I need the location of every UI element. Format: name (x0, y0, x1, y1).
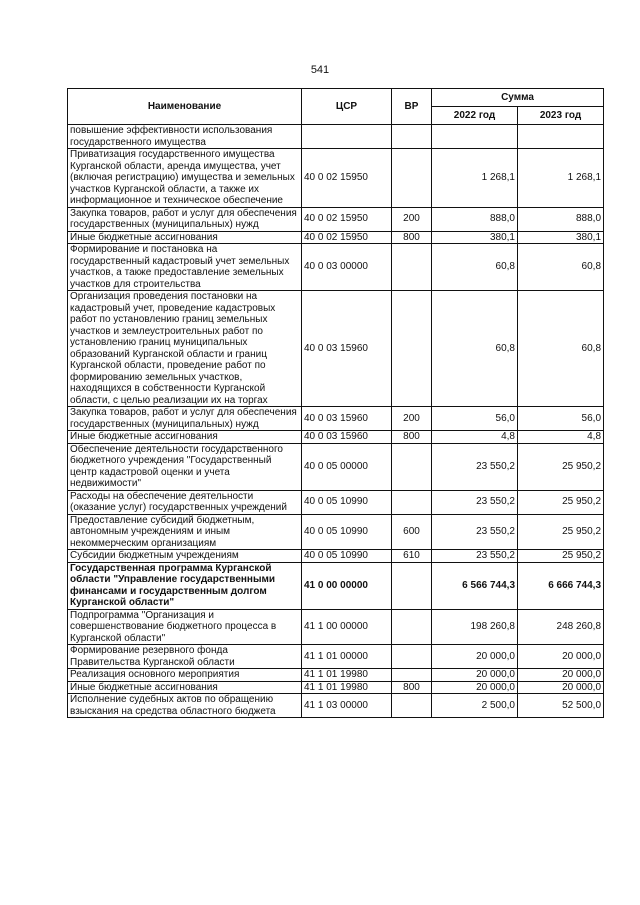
row-vr (392, 244, 432, 291)
table-row (68, 669, 604, 682)
row-csr: 40 0 05 10990 (302, 550, 392, 563)
row-sum-2022: 20 000,0 (432, 645, 518, 669)
row-name: Иные бюджетные ассигнования (68, 681, 302, 694)
row-sum-2023: 60,8 (518, 244, 604, 291)
row-sum-2023: 888,0 (518, 207, 604, 231)
row-sum-2022: 23 550,2 (432, 443, 518, 490)
table-row (68, 431, 604, 444)
row-name: Реализация основного мероприятия (68, 669, 302, 682)
row-sum-2022: 23 550,2 (432, 514, 518, 550)
row-sum-2022: 60,8 (432, 244, 518, 291)
row-vr (392, 291, 432, 407)
row-vr (392, 609, 432, 645)
header-year-2022: 2022 год (432, 107, 518, 125)
row-name: Расходы на обеспечение деятельности (оказание услуг) государственных учреждений (68, 490, 302, 514)
header-sum: Сумма (432, 89, 604, 107)
row-sum-2023 (518, 125, 604, 149)
table-row (68, 231, 604, 244)
row-name: Организация проведения постановки на кадастровый учет, проведение кадастровых работ по установлению границ земельных участков и землеустроительных работ по установлению границ муниципальных образований Курганской области и границ Курганской области, проведение работ по формированию земельных участков, находящихся в собственности Курганской области, с целью реализации их на торгах (68, 291, 302, 407)
row-sum-2023: 25 950,2 (518, 443, 604, 490)
header-csr: ЦСР (302, 89, 392, 125)
row-csr: 40 0 02 15950 (302, 149, 392, 208)
row-vr: 800 (392, 231, 432, 244)
row-sum-2022: 198 260,8 (432, 609, 518, 645)
row-sum-2023: 4,8 (518, 431, 604, 444)
table-row (68, 681, 604, 694)
table-row (68, 407, 604, 431)
row-name: Закупка товаров, работ и услуг для обеспечения государственных (муниципальных) нужд (68, 207, 302, 231)
table-row (68, 562, 604, 609)
table-row (68, 125, 604, 149)
row-sum-2022: 4,8 (432, 431, 518, 444)
row-csr: 40 0 03 15960 (302, 291, 392, 407)
row-vr (392, 669, 432, 682)
row-sum-2023: 1 268,1 (518, 149, 604, 208)
row-name: Предоставление субсидий бюджетным, автономным учреждениям и иным некоммерческим организациям (68, 514, 302, 550)
row-sum-2022: 2 500,0 (432, 694, 518, 718)
row-sum-2022: 20 000,0 (432, 681, 518, 694)
row-csr: 40 0 02 15950 (302, 231, 392, 244)
row-vr: 800 (392, 431, 432, 444)
row-name: Формирование резервного фонда Правительства Курганской области (68, 645, 302, 669)
table-header (68, 89, 604, 125)
row-name: Обеспечение деятельности государственного бюджетного учреждения "Государственный центр кадастровой оценки и учета недвижимости" (68, 443, 302, 490)
row-csr (302, 125, 392, 149)
row-vr (392, 645, 432, 669)
row-sum-2023: 60,8 (518, 291, 604, 407)
row-sum-2023: 20 000,0 (518, 681, 604, 694)
table-row (68, 443, 604, 490)
table-body (68, 125, 604, 718)
row-sum-2023: 25 950,2 (518, 514, 604, 550)
row-name: повышение эффективности использования государственного имущества (68, 125, 302, 149)
row-csr: 40 0 03 15960 (302, 407, 392, 431)
row-sum-2023: 20 000,0 (518, 669, 604, 682)
row-sum-2022: 888,0 (432, 207, 518, 231)
row-sum-2022: 23 550,2 (432, 490, 518, 514)
page-number: 541 (310, 64, 330, 76)
header-vr: ВР (392, 89, 432, 125)
row-vr: 600 (392, 514, 432, 550)
row-csr: 41 1 01 19980 (302, 669, 392, 682)
row-csr: 40 0 03 15960 (302, 431, 392, 444)
row-vr (392, 125, 432, 149)
row-vr (392, 694, 432, 718)
table-row (68, 645, 604, 669)
row-sum-2023: 52 500,0 (518, 694, 604, 718)
row-sum-2022: 56,0 (432, 407, 518, 431)
row-csr: 41 1 01 00000 (302, 645, 392, 669)
table-row (68, 550, 604, 563)
table-row (68, 514, 604, 550)
row-name: Формирование и постановка на государственный кадастровый учет земельных участков, а также предоставление земельных участков для строительства (68, 244, 302, 291)
row-name: Исполнение судебных актов по обращению взыскания на средства областного бюджета (68, 694, 302, 718)
row-csr: 40 0 05 00000 (302, 443, 392, 490)
row-csr: 40 0 05 10990 (302, 490, 392, 514)
row-sum-2022: 20 000,0 (432, 669, 518, 682)
row-name: Приватизация государственного имущества Курганской области, аренда имущества, учет (включая регистрацию) имущества и земельных участков Курганской области, а также их информационное и техническое обеспечение (68, 149, 302, 208)
row-csr: 40 0 03 00000 (302, 244, 392, 291)
row-sum-2022 (432, 125, 518, 149)
table-row (68, 207, 604, 231)
row-name: Иные бюджетные ассигнования (68, 231, 302, 244)
row-vr (392, 149, 432, 208)
row-sum-2023: 25 950,2 (518, 550, 604, 563)
row-sum-2022: 6 566 744,3 (432, 562, 518, 609)
row-sum-2023: 248 260,8 (518, 609, 604, 645)
row-name: Подпрограмма "Организация и совершенствование бюджетного процесса в Курганской области" (68, 609, 302, 645)
header-year-2023: 2023 год (518, 107, 604, 125)
row-csr: 41 1 03 00000 (302, 694, 392, 718)
row-csr: 40 0 02 15950 (302, 207, 392, 231)
table-row (68, 244, 604, 291)
row-vr (392, 490, 432, 514)
row-name: Закупка товаров, работ и услуг для обеспечения государственных (муниципальных) нужд (68, 407, 302, 431)
row-sum-2023: 380,1 (518, 231, 604, 244)
row-sum-2023: 20 000,0 (518, 645, 604, 669)
row-vr: 200 (392, 207, 432, 231)
budget-table (67, 88, 604, 718)
table-row (68, 291, 604, 407)
row-name: Субсидии бюджетным учреждениям (68, 550, 302, 563)
row-vr: 200 (392, 407, 432, 431)
table-row (68, 609, 604, 645)
header-name: Наименование (68, 89, 302, 125)
row-csr: 40 0 05 10990 (302, 514, 392, 550)
row-csr: 41 0 00 00000 (302, 562, 392, 609)
table-row (68, 149, 604, 208)
row-csr: 41 1 00 00000 (302, 609, 392, 645)
row-vr: 800 (392, 681, 432, 694)
row-name: Иные бюджетные ассигнования (68, 431, 302, 444)
row-vr (392, 443, 432, 490)
row-sum-2023: 6 666 744,3 (518, 562, 604, 609)
row-csr: 41 1 01 19980 (302, 681, 392, 694)
table-row (68, 694, 604, 718)
row-sum-2022: 23 550,2 (432, 550, 518, 563)
row-vr: 610 (392, 550, 432, 563)
row-name: Государственная программа Курганской области "Управление государственными финансами и государственным долгом Курганской области" (68, 562, 302, 609)
row-sum-2022: 60,8 (432, 291, 518, 407)
row-sum-2022: 380,1 (432, 231, 518, 244)
row-sum-2022: 1 268,1 (432, 149, 518, 208)
table-row (68, 490, 604, 514)
row-sum-2023: 56,0 (518, 407, 604, 431)
row-vr (392, 562, 432, 609)
row-sum-2023: 25 950,2 (518, 490, 604, 514)
